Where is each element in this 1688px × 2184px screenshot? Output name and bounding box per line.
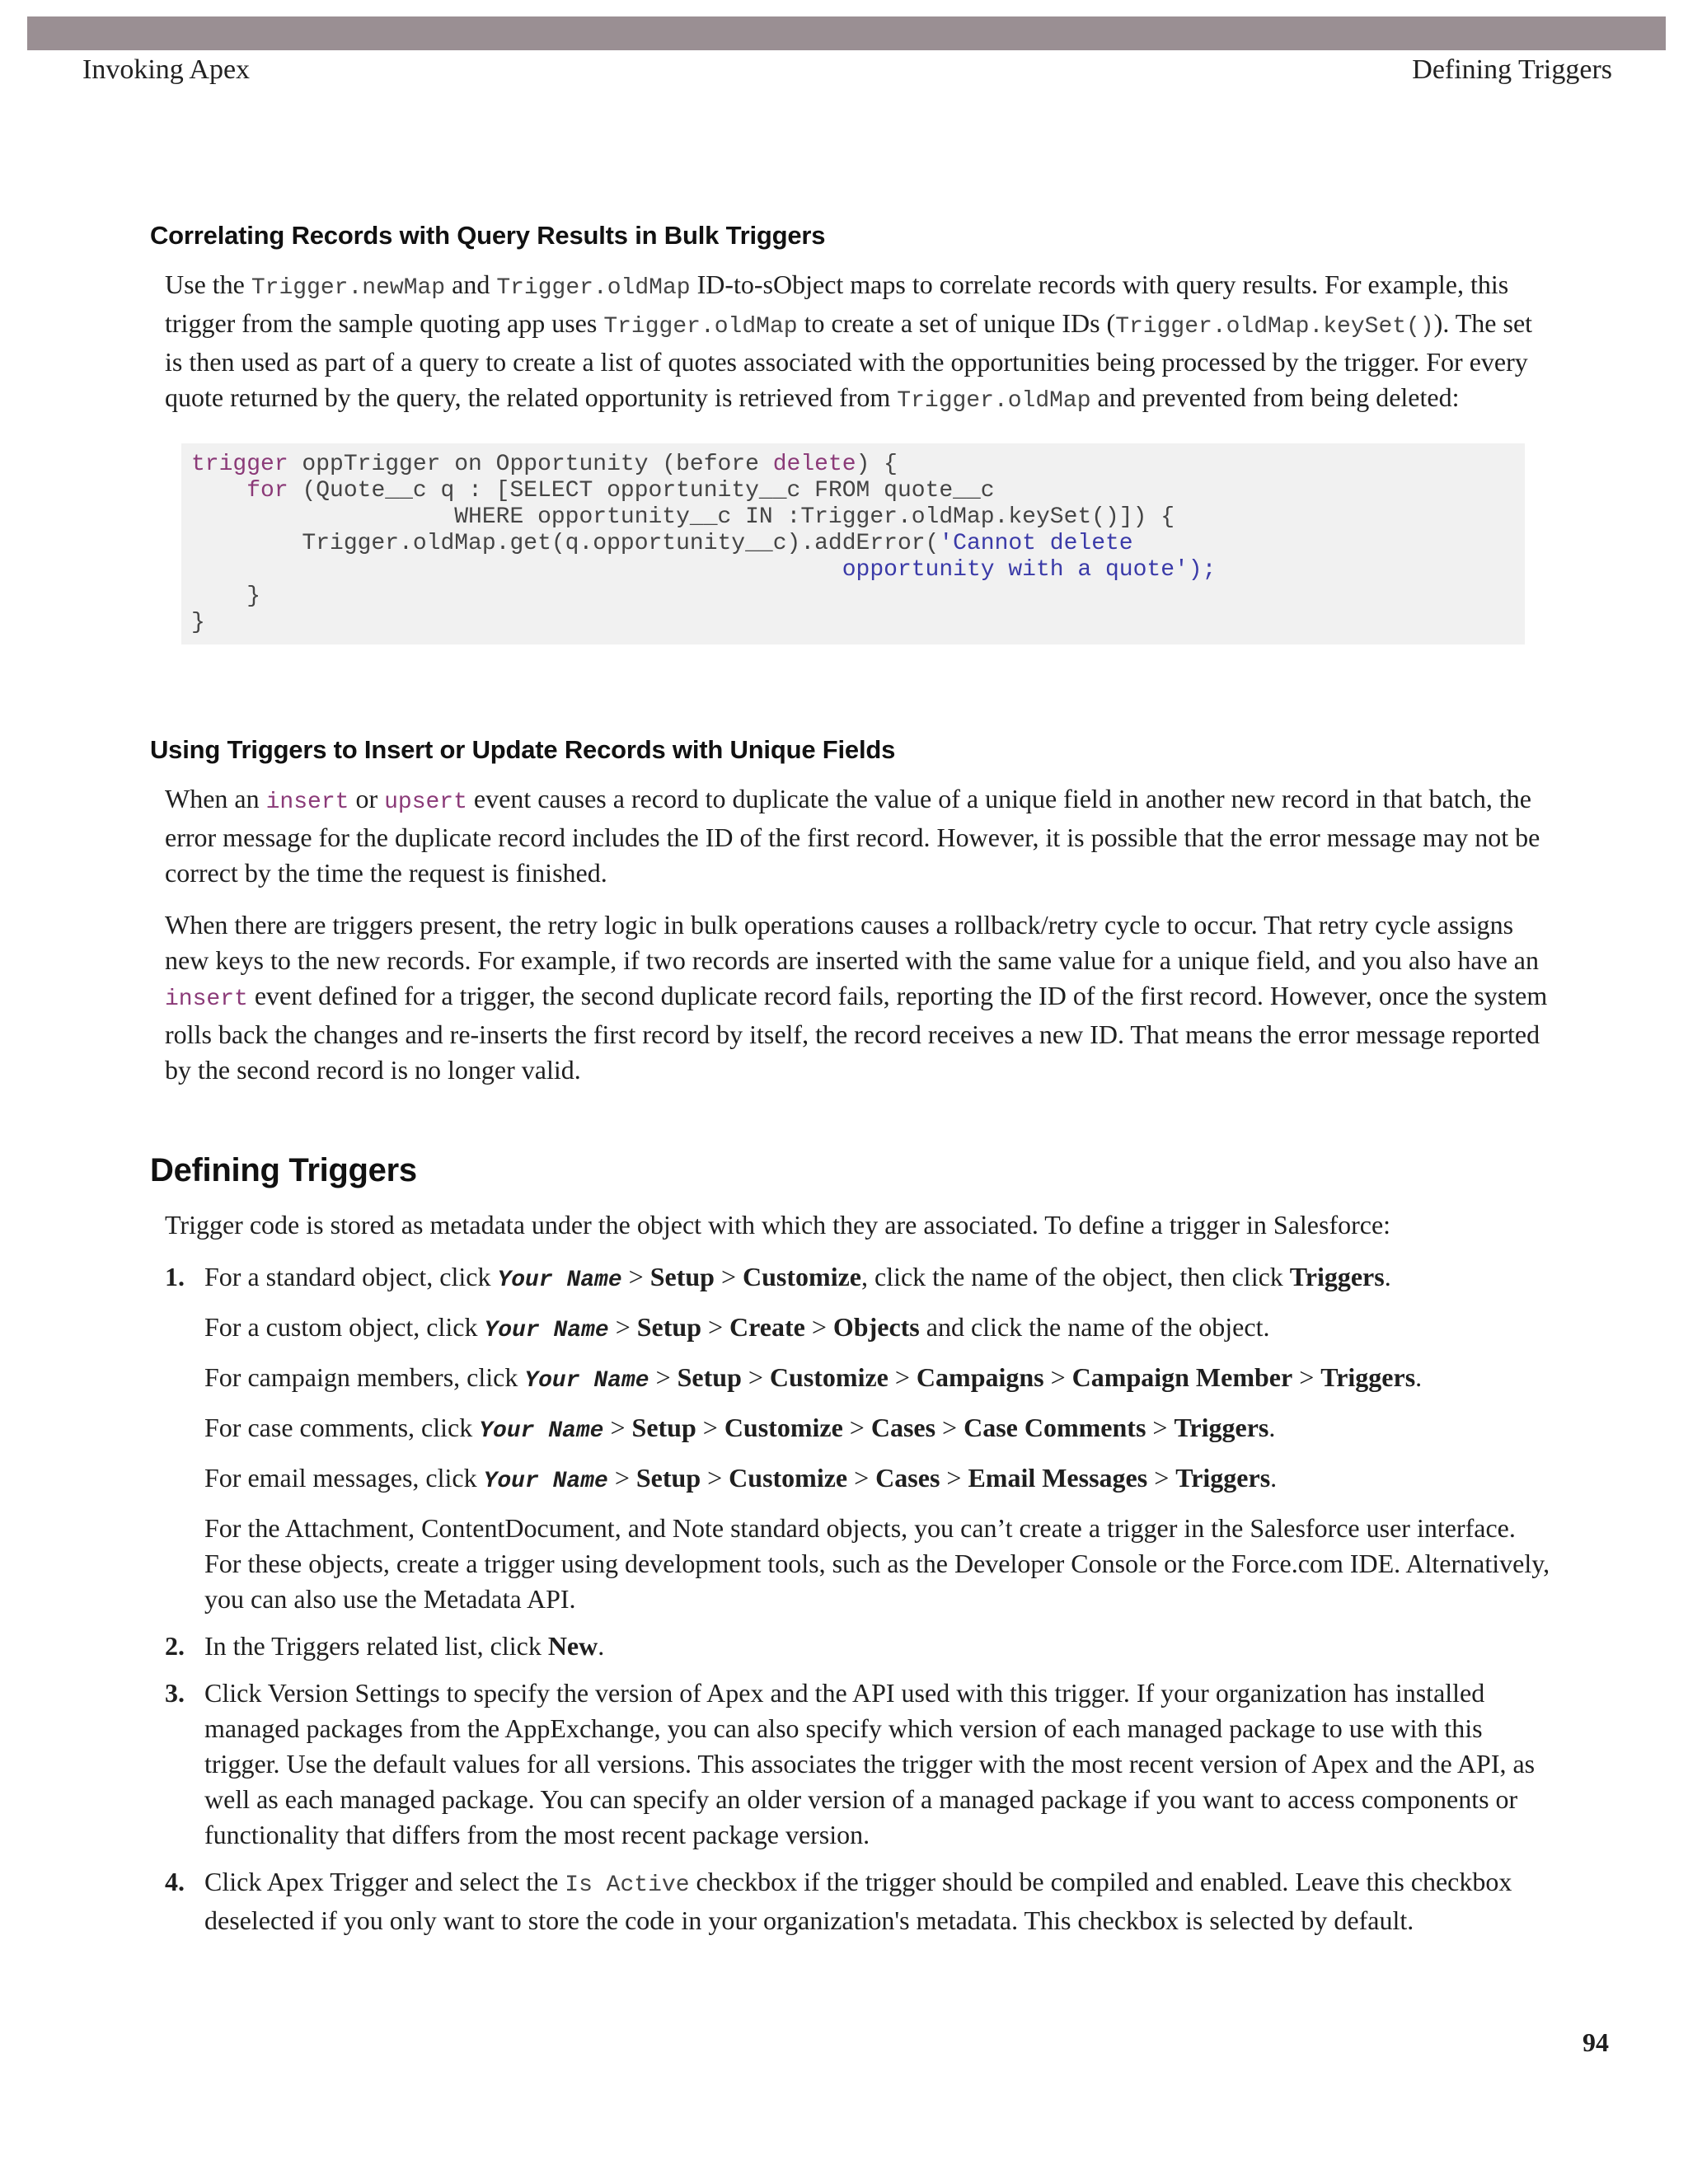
step-1-email-messages: For email messages, click Your Name > Setup > Customize > Cases > Email Messages > Triggers. bbox=[204, 1463, 1278, 1494]
page-number: 94 bbox=[1582, 2027, 1609, 2057]
paragraph-correlating: Use the Trigger.newMap and Trigger.oldMap ID-to-sObject maps to correlate records with query results. For example, this trigger from the sample quoting app uses Trigger.oldMap to create a set of unique IDs (Trigger.oldMap.keySet()). The set is then used as part of a query to create a list of quotes associated with the opportunities being processed by the trigger. For every quote returned by the query, the related opportunity is retrieved from Trigger.oldMap and prevented from being deleted: bbox=[165, 269, 1533, 414]
paragraph-unique-2: When there are triggers present, the retry logic in bulk operations causes a rollback/retry cycle to occur. That retry cycle assigns new keys to the new records. For example, if two records are inserted with the same value for a unique field, and you also have an insert event defined for a trigger, the second duplicate record fails, reporting the ID of the first record. However, once the system rolls back the changes and re-inserts the first record by itself, the record receives a new ID. That means the error message reported by the second record is no longer valid. bbox=[165, 910, 1548, 1085]
code-block-opptrigger: trigger oppTrigger on Opportunity (before delete) { for (Quote__c q : [SELECT opportunity__c FROM quote__c WHERE opportunity__c IN :Trigger.oldMap.keySet()]) { Trigger.oldMap.get(q.opportunity__c).addError('Cannot delete opportunity with a quote'); } } bbox=[181, 443, 1525, 644]
step-4-text: Click Apex Trigger and select the Is Active checkbox if the trigger should be compiled and enabled. Leave this checkbox deselected if you only want to store the code in your organization's metadata. This checkbox is selected by default. bbox=[204, 1867, 1512, 1935]
page-content bbox=[150, 221, 1551, 1950]
step-1: 1. For a standard object, click Your Name > Setup > Customize, click the name of the object, then click Triggers. For a custom object, click Your Name > Setup > Create > Objects and click the name of the object. For campaign members, click Your Name > Setup > Customize > Campaigns > Campaign Member > Triggers. For case comments, click Your Name > Setup > Customize > Cases > Case Comments > Triggers. For email messages, click Your Name > Setup > Customize > Cases > Email Messages > Triggers. For the Attachment, ContentDocument, and Note standard objects, you can’t create a trigger in the Salesforce user interface. For these objects, create a trigger using development tools, such as the Developer Console or the Force.com IDE. Alternatively, you can also use the Metadata API. bbox=[165, 1259, 1551, 1617]
step-1-standard-object: For a standard object, click Your Name > Setup > Customize, click the name of the object, then click Triggers. bbox=[204, 1262, 1391, 1293]
step-1-attachment-note: For the Attachment, ContentDocument, and Note standard objects, you can’t create a trigger in the Salesforce user interface. For these objects, create a trigger using development tools, such as the Developer Console or the Force.com IDE. Alternatively, you can also use the Metadata API. bbox=[204, 1513, 1550, 1614]
section-heading-defining-triggers: Defining Triggers bbox=[150, 1152, 417, 1188]
section-heading-unique-fields: Using Triggers to Insert or Update Records with Unique Fields bbox=[150, 735, 896, 764]
section-heading-correlating: Correlating Records with Query Results in Bulk Triggers bbox=[150, 221, 826, 250]
step-1-custom-object: For a custom object, click Your Name > Setup > Create > Objects and click the name of the object. bbox=[204, 1312, 1270, 1343]
paragraph-unique-1: When an insert or upsert event causes a record to duplicate the value of a unique field in another new record in that batch, the error message for the duplicate record includes the ID of the first record. However, it is possible that the error message may not be correct by the time the request is finished. bbox=[165, 784, 1540, 888]
paragraph-defining-intro: Trigger code is stored as metadata under the object with which they are associated. To define a trigger in Salesforce: bbox=[165, 1210, 1391, 1240]
step-1-case-comments: For case comments, click Your Name > Setup > Customize > Cases > Case Comments > Triggers. bbox=[204, 1413, 1276, 1444]
step-1-campaign-members: For campaign members, click Your Name > Setup > Customize > Campaigns > Campaign Member > Triggers. bbox=[204, 1362, 1423, 1394]
running-header-left: Invoking Apex bbox=[82, 54, 251, 85]
step-2-text: In the Triggers related list, click New. bbox=[204, 1631, 605, 1661]
step-2: 2. In the Triggers related list, click New. bbox=[165, 1629, 1551, 1664]
header-bar bbox=[27, 16, 1666, 50]
step-3-text: Click Version Settings to specify the version of Apex and the API used with this trigger. If your organization has installed managed packages from the AppExchange, you can also specify which version of each managed package to use with this trigger. Use the default values for all versions. This associates the trigger with the most recent version of Apex and the API, as well as each managed package. You can specify an older version of a managed package if you want to access components or functionality that differs from the most recent package version. bbox=[204, 1678, 1536, 1849]
step-3: 3. Click Version Settings to specify the version of Apex and the API used with this trigger. If your organization has installed managed packages from the AppExchange, you can also specify which version of each managed package to use with this trigger. Use the default values for all versions. This associates the trigger with the most recent version of Apex and the API, as well as each managed package. You can specify an older version of a managed package if you want to access components or functionality that differs from the most recent package version. bbox=[165, 1675, 1551, 1853]
steps-list bbox=[165, 1259, 1551, 1938]
step-4: 4. Click Apex Trigger and select the Is Active checkbox if the trigger should be compiled and enabled. Leave this checkbox deselected if you only want to store the code in your organization's metadata. This checkbox is selected by default. bbox=[165, 1864, 1551, 1938]
running-header-right: Defining Triggers bbox=[1412, 54, 1612, 85]
